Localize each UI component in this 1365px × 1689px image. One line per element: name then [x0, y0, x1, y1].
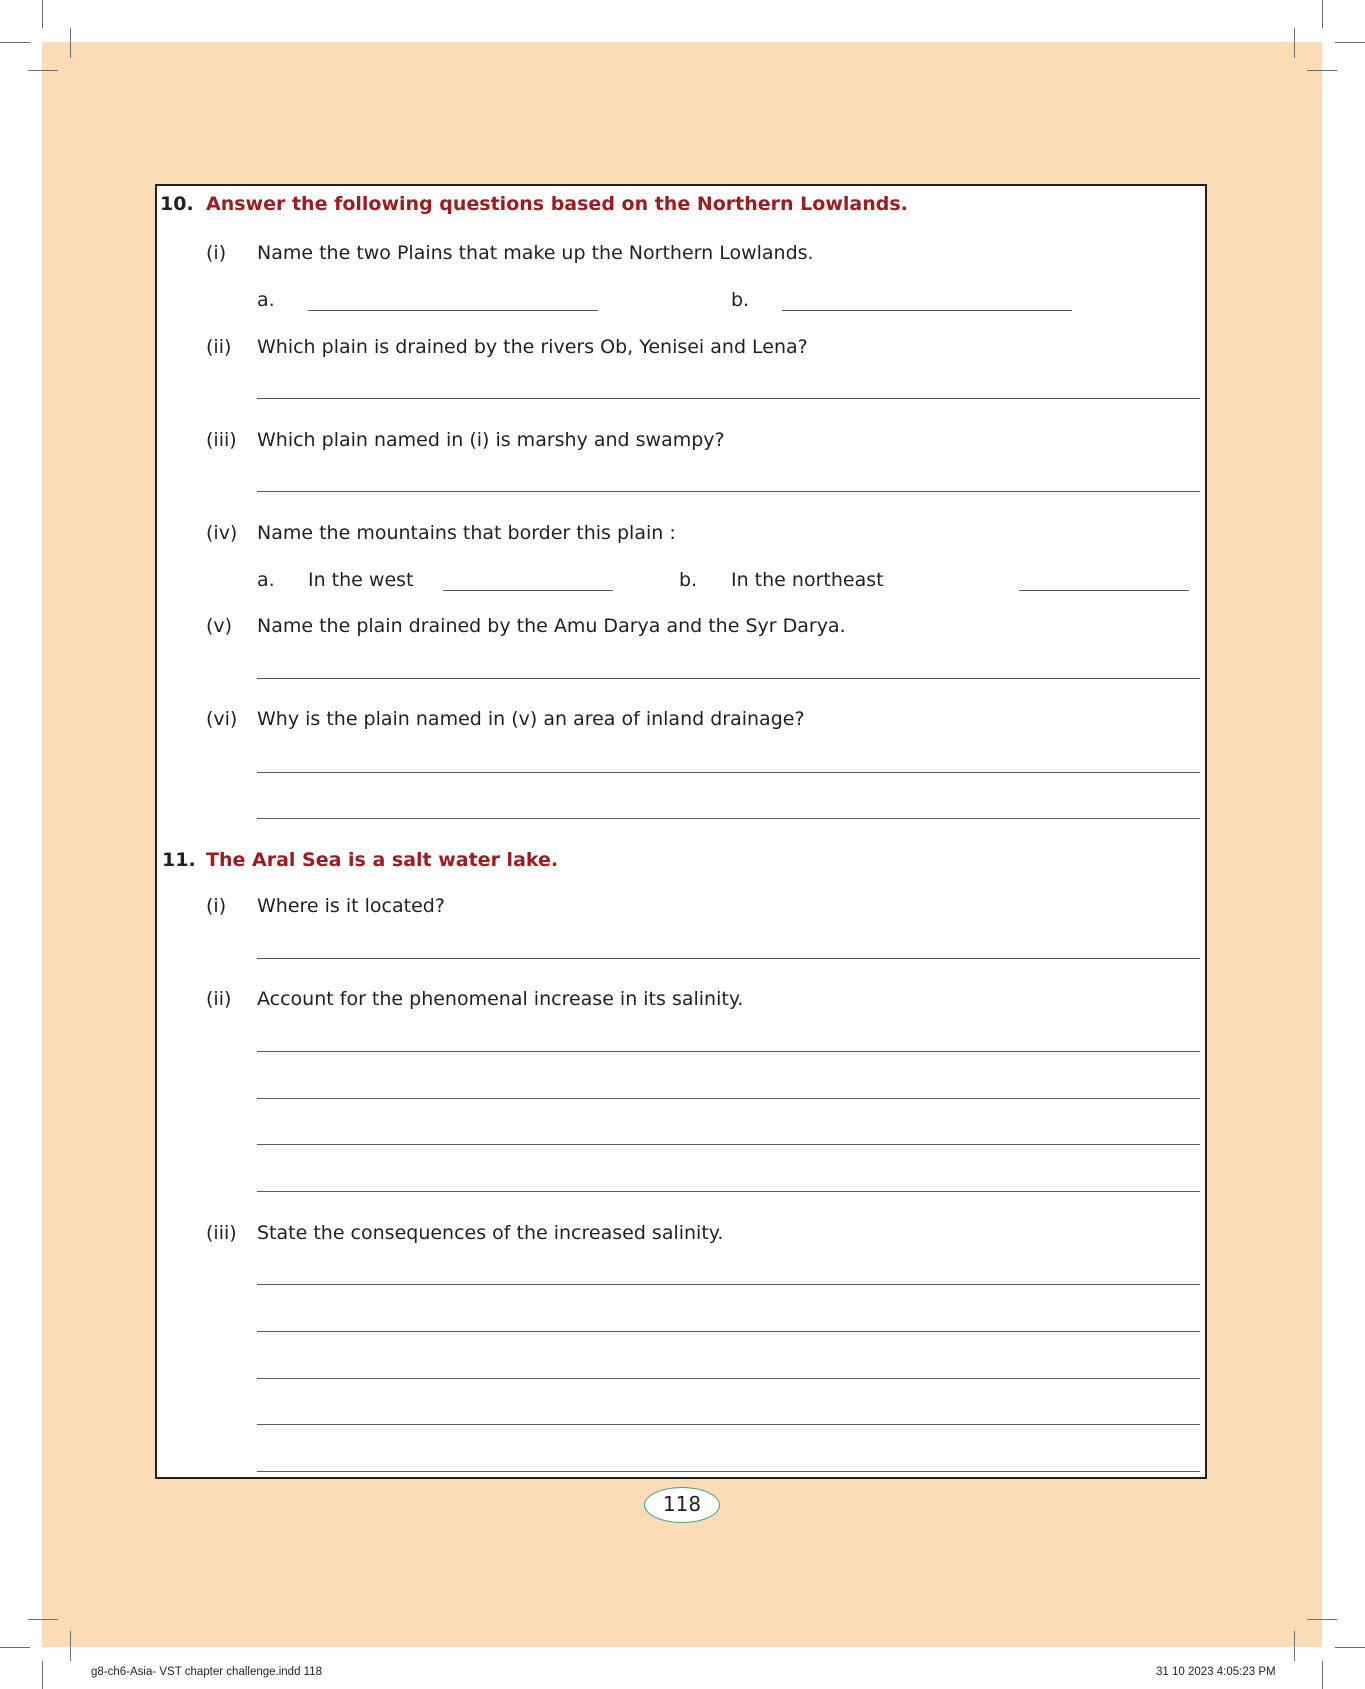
crop-mark: [1307, 1619, 1337, 1620]
answer-line[interactable]: [443, 590, 613, 591]
crop-mark: [1307, 70, 1337, 71]
q10-iv-text: Name the mountains that border this plain :: [257, 522, 676, 544]
crop-mark: [28, 70, 58, 71]
answer-line[interactable]: [257, 1098, 1200, 1099]
answer-line[interactable]: [257, 772, 1200, 773]
crop-mark: [1335, 42, 1365, 43]
q10-iii-text: Which plain named in (i) is marshy and swampy?: [257, 429, 725, 451]
answer-line[interactable]: [257, 1284, 1200, 1285]
page-number: 118: [644, 1487, 720, 1523]
crop-mark: [1335, 1647, 1365, 1648]
answer-line[interactable]: [257, 1471, 1200, 1472]
answer-line[interactable]: [257, 958, 1200, 959]
q10-iii-label: (iii): [206, 429, 237, 451]
crop-mark: [1322, 1661, 1323, 1689]
q10-i-option-b: b.: [731, 289, 750, 311]
question-11-number: 11.: [162, 849, 196, 871]
q10-iv-option-b-text: In the northeast: [731, 569, 884, 591]
q11-ii-label: (ii): [206, 988, 232, 1010]
crop-mark: [70, 28, 71, 58]
question-10-number: 10.: [160, 193, 194, 215]
crop-mark: [70, 1631, 71, 1661]
q10-i-option-a: a.: [257, 289, 275, 311]
q10-vi-text: Why is the plain named in (v) an area of inland drainage?: [257, 708, 805, 730]
answer-line[interactable]: [1019, 590, 1189, 591]
answer-line[interactable]: [257, 818, 1200, 819]
slug-timestamp: 31 10 2023 4:05:23 PM: [1156, 1666, 1276, 1678]
crop-mark: [28, 1619, 58, 1620]
q10-iv-label: (iv): [206, 522, 238, 544]
q10-v-text: Name the plain drained by the Amu Darya and the Syr Darya.: [257, 615, 846, 637]
q10-i-label: (i): [206, 242, 227, 264]
q10-v-label: (v): [206, 615, 233, 637]
crop-mark: [1322, 0, 1323, 28]
answer-line[interactable]: [257, 398, 1200, 399]
answer-line[interactable]: [257, 678, 1200, 679]
q10-i-text: Name the two Plains that make up the Northern Lowlands.: [257, 242, 814, 264]
q10-iv-option-a: a.: [257, 569, 275, 591]
answer-line[interactable]: [257, 491, 1200, 492]
answer-line[interactable]: [308, 310, 598, 311]
crop-mark: [1294, 1631, 1295, 1661]
q11-iii-label: (iii): [206, 1222, 237, 1244]
slug-filename: g8-ch6-Asia- VST chapter challenge.indd 118: [91, 1666, 322, 1678]
crop-mark: [42, 1661, 43, 1689]
answer-line[interactable]: [782, 310, 1072, 311]
crop-mark: [42, 0, 43, 28]
q11-ii-text: Account for the phenomenal increase in its salinity.: [257, 988, 744, 1010]
question-10-heading: Answer the following questions based on the Northern Lowlands.: [206, 193, 908, 215]
q10-iv-option-a-text: In the west: [308, 569, 414, 591]
q10-vi-label: (vi): [206, 708, 238, 730]
q11-i-text: Where is it located?: [257, 895, 445, 917]
crop-mark: [0, 42, 30, 43]
crop-mark: [0, 1647, 30, 1648]
answer-line[interactable]: [257, 1331, 1200, 1332]
q11-i-label: (i): [206, 895, 227, 917]
q10-ii-text: Which plain is drained by the rivers Ob, Yenisei and Lena?: [257, 336, 808, 358]
q10-iv-option-b: b.: [679, 569, 698, 591]
answer-line[interactable]: [257, 1144, 1200, 1145]
q11-iii-text: State the consequences of the increased salinity.: [257, 1222, 724, 1244]
question-11-heading: The Aral Sea is a salt water lake.: [206, 849, 559, 871]
answer-line[interactable]: [257, 1191, 1200, 1192]
answer-line[interactable]: [257, 1378, 1200, 1379]
answer-line[interactable]: [257, 1424, 1200, 1425]
answer-line[interactable]: [257, 1051, 1200, 1052]
crop-mark: [1294, 28, 1295, 58]
q10-ii-label: (ii): [206, 336, 232, 358]
